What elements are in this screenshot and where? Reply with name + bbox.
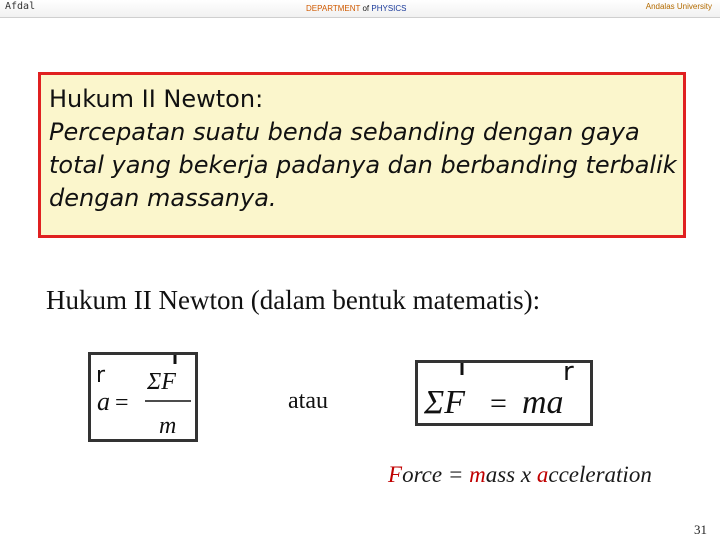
formula2-equals: = [490, 387, 507, 420]
connector-text: atau [288, 388, 328, 414]
definition-box [38, 72, 686, 238]
force-initial: F [388, 462, 403, 487]
page-number: 31 [694, 522, 707, 537]
formula1-numerator: ΣF [147, 369, 176, 395]
math-heading: Hukum II Newton (dalam bentuk matematis): [46, 285, 541, 315]
department-word: DEPARTMENT [306, 4, 361, 13]
department-physics: PHYSICS [371, 4, 407, 13]
formula1-equals: = [115, 390, 129, 416]
formula-newton-svg [418, 363, 590, 423]
vector-mark-a: r [96, 363, 106, 388]
formula-acceleration-svg [91, 355, 195, 439]
formula1-lhs: a [97, 387, 110, 416]
definition-body: Percepatan suatu benda sebanding dengan gaya total yang bekerja padanya dan berbanding terbalik dengan massanya. [49, 118, 677, 212]
formula-newton-second-law [415, 357, 593, 426]
department-label [306, 4, 407, 13]
acceleration-initial: a [536, 462, 549, 487]
formula2-lhs: ΣF [424, 384, 465, 421]
department-of: of [362, 4, 370, 13]
force-definition-line [388, 462, 652, 488]
formula2-rhs: ma [522, 384, 564, 421]
mass-initial: m [469, 462, 486, 487]
formula1-denominator: m [159, 413, 177, 439]
mass-rest: ass x [485, 462, 537, 487]
force-rest: orce = [402, 462, 470, 487]
acceleration-rest: cceleration [548, 462, 652, 487]
university-label: Andalas University [645, 2, 712, 11]
vector-mark-a2: r [563, 357, 574, 387]
definition-title: Hukum II Newton: [49, 85, 264, 113]
slide-header [0, 0, 720, 18]
author-label: Afdal [5, 1, 36, 12]
formula-acceleration [88, 352, 198, 442]
